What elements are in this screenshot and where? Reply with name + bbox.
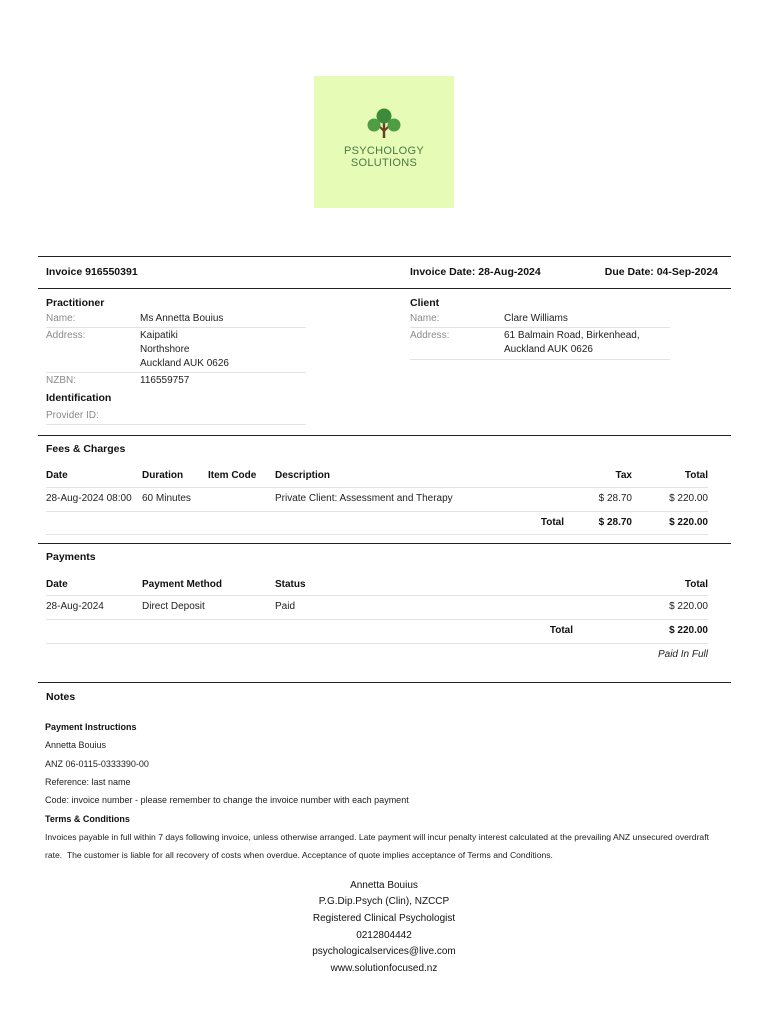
footer-name: Annetta Bouius — [350, 880, 418, 891]
practitioner-address-line: Auckland AUK 0626 — [140, 358, 229, 369]
fee-duration: 60 Minutes — [142, 493, 191, 504]
divider — [38, 288, 731, 289]
fees-col-item-code: Item Code — [208, 470, 257, 481]
row-divider — [46, 643, 708, 644]
fees-total-amount: $ 220.00 — [669, 517, 708, 528]
row-divider — [46, 595, 708, 596]
client-name-label: Name: — [410, 313, 440, 324]
practitioner-address-label: Address: — [46, 330, 86, 341]
terms-line: rate. The customer is liable for all recovery of costs when overdue. Acceptance of quote implies acceptance of Terms and Conditions. — [45, 850, 553, 860]
payment-date: 28-Aug-2024 — [46, 601, 104, 612]
payment-status: Paid — [275, 601, 296, 612]
fees-total-tax: $ 28.70 — [598, 517, 632, 528]
payment-total: $ 220.00 — [669, 601, 708, 612]
client-address-line: 61 Balmain Road, Birkenhead, — [504, 330, 640, 341]
payment-instruction-line: Reference: last name — [45, 777, 131, 787]
payment-instruction-line: ANZ 06-0115-0333390-00 — [45, 759, 149, 769]
identification-heading: Identification — [46, 392, 112, 404]
fees-col-duration: Duration — [142, 470, 184, 481]
invoice-number: Invoice 916550391 — [46, 266, 138, 278]
terms-line: Invoices payable in full within 7 days following invoice, unless otherwise arranged. Late payment will incur penalty interest calculated at the prevailing ANZ unsecured overdraft — [45, 832, 709, 842]
fee-total: $ 220.00 — [669, 493, 708, 504]
fees-col-description: Description — [275, 470, 331, 481]
payment-instruction-line: Code: invoice number - please remember to change the invoice number with each payment — [45, 795, 409, 805]
tree-icon — [366, 107, 402, 139]
practitioner-address-line: Northshore — [140, 344, 190, 355]
payment-method: Direct Deposit — [142, 601, 205, 612]
footer-email: psychologicalservices@live.com — [312, 946, 456, 957]
due-date: Due Date: 04-Sep-2024 — [604, 266, 718, 278]
invoice-date: Invoice Date: 28-Aug-2024 — [410, 266, 541, 278]
row-divider — [46, 619, 708, 620]
client-name: Clare Williams — [504, 313, 568, 324]
client-heading: Client — [410, 297, 440, 309]
terms-heading: Terms & Conditions — [45, 814, 130, 824]
fee-description: Private Client: Assessment and Therapy — [275, 493, 453, 504]
fee-date: 28-Aug-2024 08:00 — [46, 493, 132, 504]
notes-heading: Notes — [46, 691, 76, 703]
nzbn-label: NZBN: — [46, 375, 76, 386]
footer-phone: 0212804442 — [356, 930, 412, 941]
payments-col-date: Date — [46, 579, 68, 590]
paid-in-full-note: Paid In Full — [657, 649, 708, 660]
fees-col-date: Date — [46, 470, 68, 481]
divider — [38, 543, 731, 544]
divider — [38, 256, 731, 257]
payments-heading: Payments — [46, 551, 96, 563]
row-divider — [46, 511, 708, 512]
payments-col-status: Status — [275, 579, 306, 590]
field-divider — [46, 424, 306, 425]
footer-title: Registered Clinical Psychologist — [312, 913, 456, 924]
row-divider — [46, 487, 708, 488]
footer-qualifications: P.G.Dip.Psych (Clin), NZCCP — [318, 896, 450, 907]
footer-website: www.solutionfocused.nz — [330, 963, 438, 974]
divider — [38, 435, 731, 436]
client-address-line: Auckland AUK 0626 — [504, 344, 593, 355]
row-divider — [46, 534, 708, 535]
payment-instruction-line: Annetta Bouius — [45, 740, 107, 750]
fee-tax: $ 28.70 — [598, 493, 632, 504]
payments-col-method: Payment Method — [142, 579, 223, 590]
practitioner-name: Ms Annetta Bouius — [140, 313, 224, 324]
fees-col-total: Total — [684, 470, 708, 481]
payments-col-total: Total — [684, 579, 708, 590]
logo-text-line1: PSYCHOLOGY — [343, 145, 425, 157]
logo-text-line2: SOLUTIONS — [350, 157, 418, 169]
company-logo — [314, 76, 454, 208]
fees-heading: Fees & Charges — [46, 443, 126, 455]
divider — [38, 682, 731, 683]
practitioner-name-label: Name: — [46, 313, 76, 324]
fees-col-tax: Tax — [615, 470, 632, 481]
nzbn-value: 116559757 — [140, 375, 190, 386]
payments-total-amount: $ 220.00 — [669, 625, 708, 636]
practitioner-address-line: Kaipatiki — [140, 330, 178, 341]
field-divider — [410, 359, 670, 360]
fees-total-label: Total — [540, 517, 564, 528]
payment-instructions-heading: Payment Instructions — [45, 722, 137, 732]
practitioner-heading: Practitioner — [46, 297, 105, 309]
provider-id-label: Provider ID: — [46, 410, 99, 421]
client-address-label: Address: — [410, 330, 450, 341]
payments-total-label: Total — [549, 625, 573, 636]
